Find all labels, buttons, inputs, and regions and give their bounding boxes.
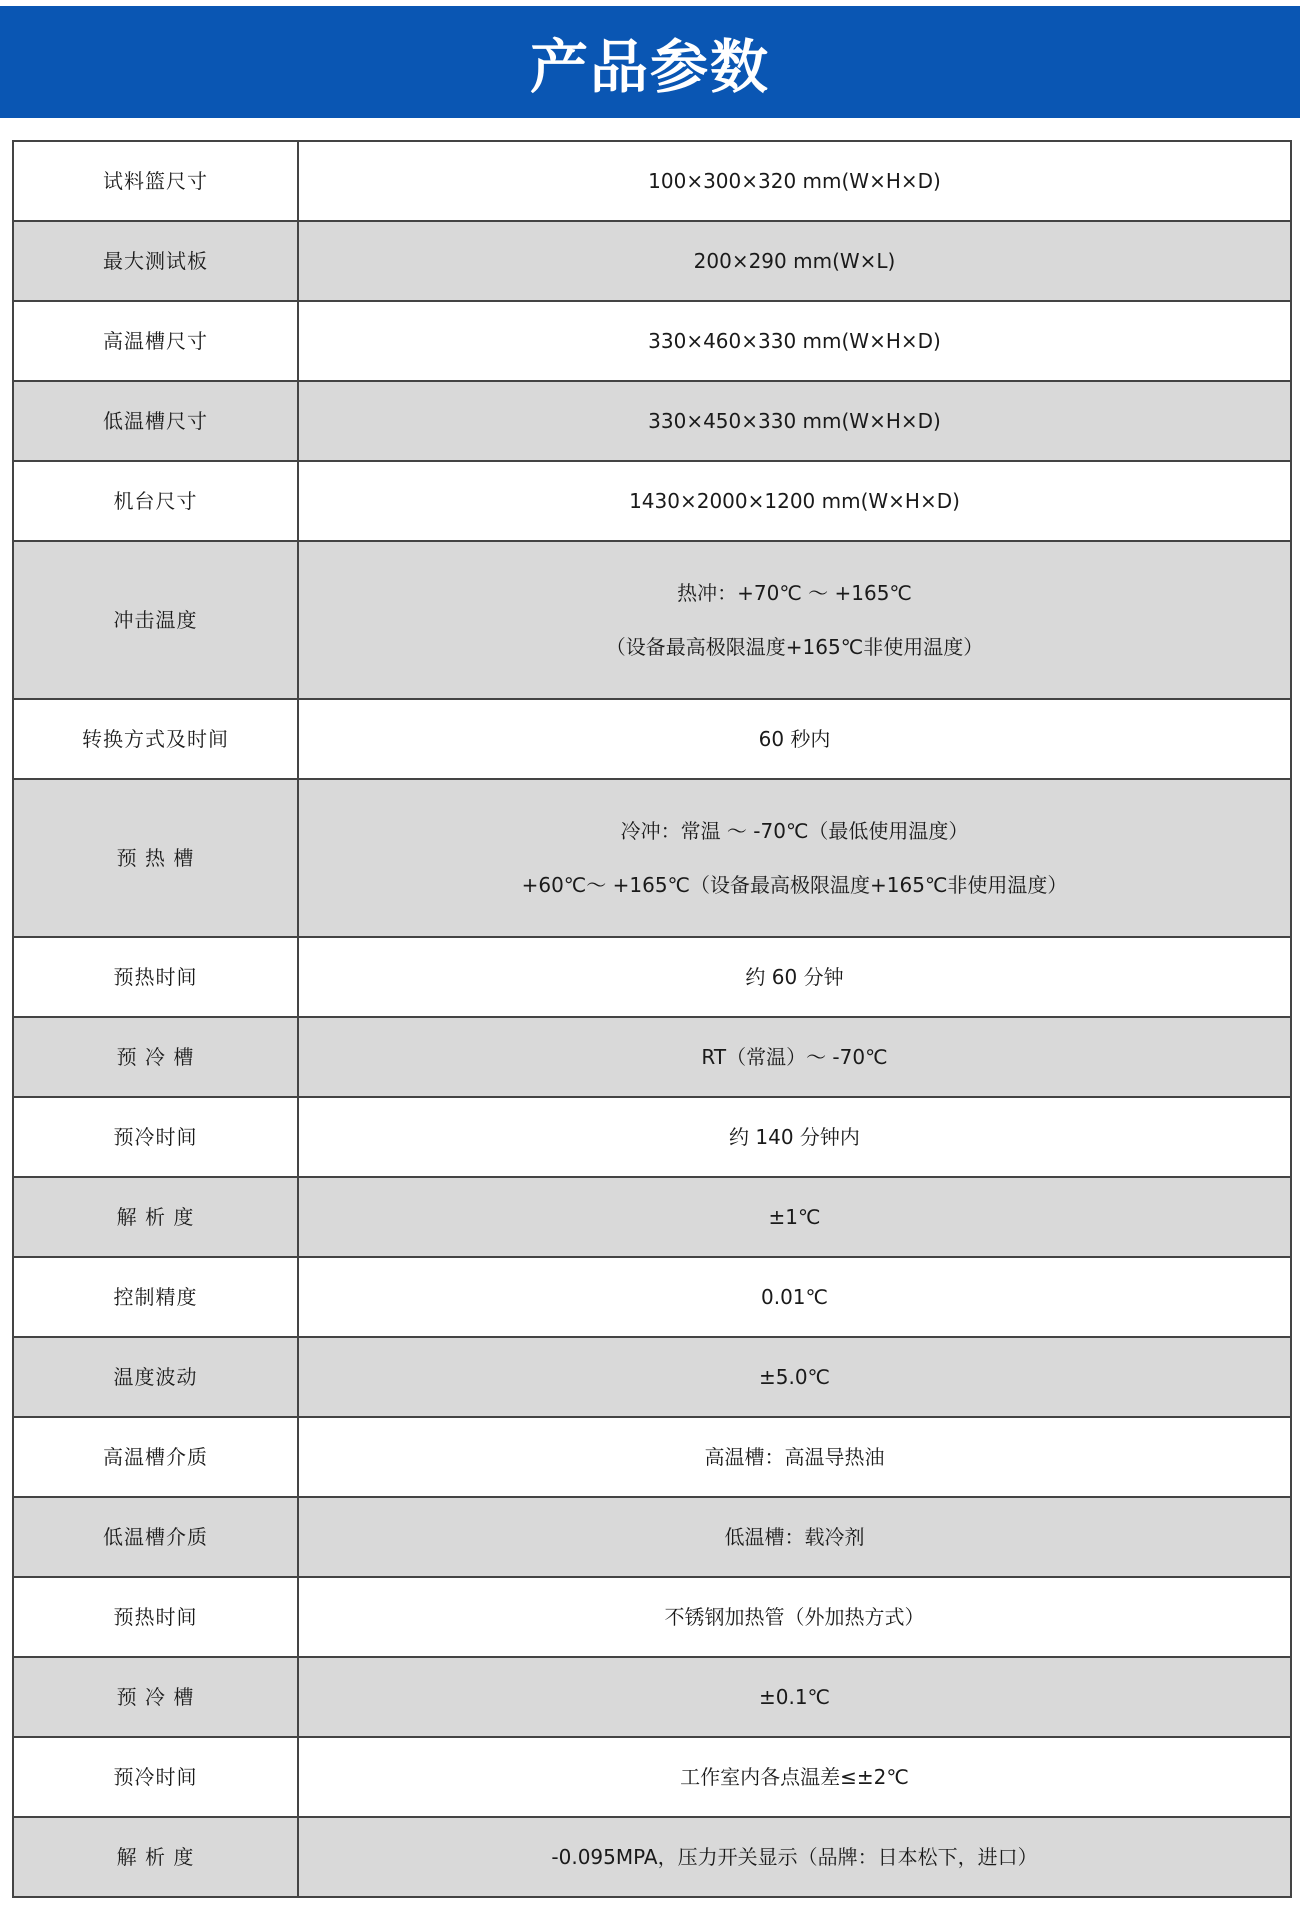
table-row (13, 1817, 1291, 1897)
table-row (13, 141, 1291, 221)
row-value-line-1: 冷冲：常温 ～ -70℃（最低使用温度） (620, 819, 969, 843)
row-value-line-2: （设备最高极限温度+165℃非使用温度） (605, 635, 984, 659)
row-value: 0.01℃ (298, 1257, 1291, 1337)
table-row (13, 1177, 1291, 1257)
row-value: 不锈钢加热管（外加热方式） (298, 1577, 1291, 1657)
row-value (298, 541, 1291, 699)
table-row (13, 221, 1291, 301)
table-row (13, 1737, 1291, 1817)
row-label: 低温槽尺寸 (13, 381, 298, 461)
row-label: 转换方式及时间 (13, 699, 298, 779)
row-label: 控制精度 (13, 1257, 298, 1337)
row-label: 解 析 度 (13, 1177, 298, 1257)
row-label: 预冷时间 (13, 1737, 298, 1817)
table-row (13, 1097, 1291, 1177)
row-value: 工作室内各点温差≤±2℃ (298, 1737, 1291, 1817)
table-row (13, 541, 1291, 699)
row-value: 330×450×330 mm(W×H×D) (298, 381, 1291, 461)
table-row (13, 381, 1291, 461)
row-value: 200×290 mm(W×L) (298, 221, 1291, 301)
table-row (13, 1657, 1291, 1737)
row-value: ±0.1℃ (298, 1657, 1291, 1737)
row-value: RT（常温）～ -70℃ (298, 1017, 1291, 1097)
row-value: 1430×2000×1200 mm(W×H×D) (298, 461, 1291, 541)
row-label: 冲击温度 (13, 541, 298, 699)
row-label: 预 冷 槽 (13, 1657, 298, 1737)
table-row (13, 1337, 1291, 1417)
row-label: 高温槽介质 (13, 1417, 298, 1497)
row-label: 低温槽介质 (13, 1497, 298, 1577)
row-label: 机台尺寸 (13, 461, 298, 541)
row-label: 预热时间 (13, 1577, 298, 1657)
row-value: 约 60 分钟 (298, 937, 1291, 1017)
row-label: 试料篮尺寸 (13, 141, 298, 221)
table-row (13, 1017, 1291, 1097)
row-value: 高温槽：高温导热油 (298, 1417, 1291, 1497)
spec-table (12, 140, 1292, 1898)
row-value-line-1: 热冲：+70℃ ～ +165℃ (677, 581, 912, 605)
row-label: 最大测试板 (13, 221, 298, 301)
row-value: ±1℃ (298, 1177, 1291, 1257)
row-label: 预 热 槽 (13, 779, 298, 937)
table-row (13, 779, 1291, 937)
row-value: -0.095MPA，压力开关显示（品牌：日本松下，进口） (298, 1817, 1291, 1897)
row-value: 330×460×330 mm(W×H×D) (298, 301, 1291, 381)
table-row (13, 699, 1291, 779)
row-label: 温度波动 (13, 1337, 298, 1417)
table-row (13, 1417, 1291, 1497)
row-value-line-2: +60℃～ +165℃（设备最高极限温度+165℃非使用温度） (521, 873, 1068, 897)
row-label: 预 冷 槽 (13, 1017, 298, 1097)
table-row (13, 1577, 1291, 1657)
row-value: 100×300×320 mm(W×H×D) (298, 141, 1291, 221)
row-value: 低温槽：载冷剂 (298, 1497, 1291, 1577)
table-row (13, 461, 1291, 541)
table-row (13, 1257, 1291, 1337)
page-title: 产品参数 (529, 33, 770, 101)
row-label: 高温槽尺寸 (13, 301, 298, 381)
row-value: ±5.0℃ (298, 1337, 1291, 1417)
row-value (298, 779, 1291, 937)
table-row (13, 301, 1291, 381)
table-row (13, 937, 1291, 1017)
table-row (13, 1497, 1291, 1577)
row-value: 约 140 分钟内 (298, 1097, 1291, 1177)
page-header (0, 6, 1300, 118)
row-label: 预热时间 (13, 937, 298, 1017)
row-value: 60 秒内 (298, 699, 1291, 779)
row-label: 预冷时间 (13, 1097, 298, 1177)
row-label: 解 析 度 (13, 1817, 298, 1897)
